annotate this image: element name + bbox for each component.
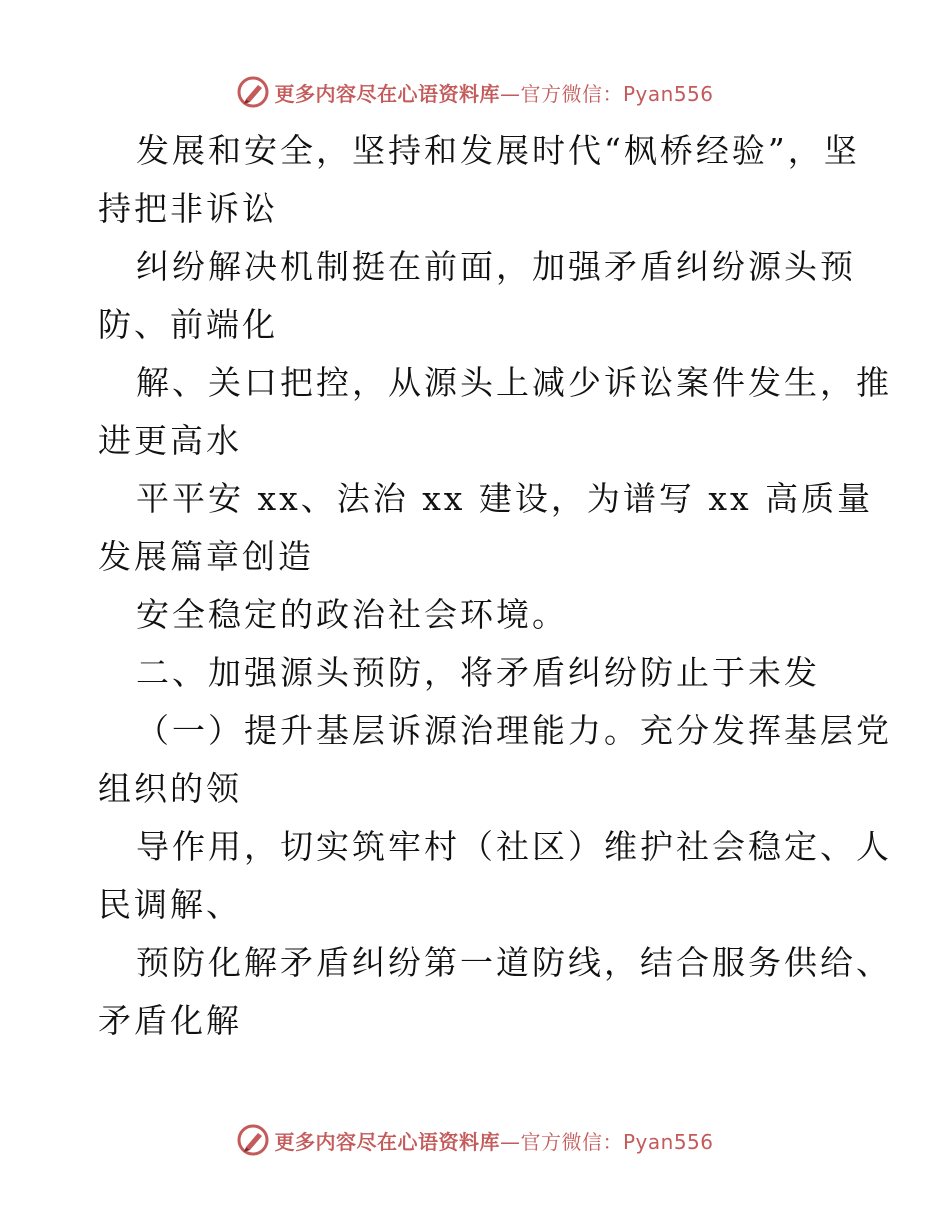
body-line: 预防化解矛盾纠纷第一道防线，结合服务供给、: [136, 943, 892, 982]
body-line: 解、关口把控，从源头上减少诉讼案件发生，推: [136, 363, 892, 402]
body-line: 平平安 xx、法治 xx 建设，为谱写 xx 高质量: [136, 479, 874, 518]
footer-banner-official: 官方微信：: [520, 1129, 623, 1154]
body-line: 组织的领: [98, 769, 242, 808]
body-line: 民调解、: [98, 885, 242, 924]
body-line: 导作用，切实筑牢村（社区）维护社会稳定、人: [136, 827, 892, 866]
body-line: 发展篇章创造: [98, 537, 314, 576]
pen-logo-icon: [236, 1123, 270, 1157]
footer-banner-handle: Pyan556: [622, 1129, 714, 1154]
body-line: 进更高水: [98, 421, 242, 460]
header-banner-dash: —: [499, 81, 521, 106]
body-line: 矛盾化解: [98, 1001, 242, 1040]
header-banner-handle: Pyan556: [622, 81, 714, 106]
body-line: 发展和安全，坚持和发展时代“枫桥经验”，坚: [136, 131, 860, 170]
footer-banner-main: 更多内容尽在心语资料库: [274, 1129, 500, 1154]
header-banner-text: [274, 78, 713, 107]
body-line: 防、前端化: [98, 305, 278, 344]
header-banner-official: 官方微信：: [520, 81, 623, 106]
header-watermark-banner: [0, 72, 950, 112]
body-line: 纠纷解决机制挺在前面，加强矛盾纠纷源头预: [136, 247, 856, 286]
document-body: [98, 122, 892, 1050]
body-line: 持把非诉讼: [98, 189, 278, 228]
body-line: 安全稳定的政治社会环境。: [136, 595, 568, 634]
header-banner-main: 更多内容尽在心语资料库: [274, 81, 500, 106]
footer-banner-dash: —: [499, 1129, 521, 1154]
subsection-heading-line: （一）提升基层诉源治理能力。充分发挥基层党: [136, 711, 892, 750]
section-heading: 二、加强源头预防，将矛盾纠纷防止于未发: [136, 653, 820, 692]
footer-banner-text: [274, 1126, 713, 1155]
pen-logo-icon: [236, 75, 270, 109]
footer-watermark-banner: [0, 1120, 950, 1160]
